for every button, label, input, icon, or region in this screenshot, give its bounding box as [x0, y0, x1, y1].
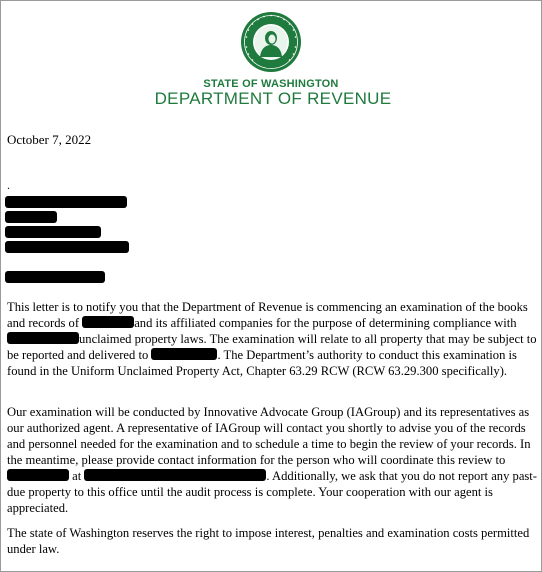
paragraph-notice-text-a: This letter is to notify you that the Department of Revenue is commencing an examination of the books and records of — [7, 300, 528, 330]
redacted-state-name — [7, 332, 79, 344]
washington-state-seal — [240, 11, 302, 73]
redacted-recipient-line-2 — [5, 211, 57, 223]
letterhead-department: DEPARTMENT OF REVENUE — [154, 89, 392, 108]
redacted-company-name — [82, 316, 134, 328]
redacted-salutation — [5, 271, 105, 283]
redacted-holder-state — [151, 348, 217, 360]
paragraph-examination-text-c: . Additionally, we ask that you do not report any past-due property to this office until the audit process is complete. Your cooperation with our agent is appreciated. — [7, 469, 538, 515]
redacted-recipient-line-4 — [5, 241, 129, 253]
redacted-contact-email — [84, 469, 266, 481]
paragraph-notice-text-b: and its affiliated companies for the purpose of determining compliance with — [134, 316, 517, 330]
paragraph-examination-text-b: at — [72, 469, 82, 483]
paragraph-notice — [7, 299, 537, 379]
letterhead-state: STATE OF WASHINGTON — [203, 78, 339, 90]
paragraph-examination-text-a: Our examination will be conducted by Innovative Advocate Group (IAGroup) and its representatives as our authorized agent. A representative of IAGroup will contact you shortly to advise you of the records and personnel needed for the examination and to schedule a time to begin the review of your records. In the meantime, please provide contact information for the person who will coordinate this review to — [7, 405, 531, 467]
letter-date: October 7, 2022 — [7, 132, 92, 147]
paragraph-notice-text-d: . The Department’s authority to conduct this examination is found in the Uniform Unclaimed Property Act, Chapter 63.29 RCW (RCW 63.29.300 specifically). — [7, 348, 517, 378]
stray-mark: . — [7, 178, 10, 192]
paragraph-notice-text-c: unclaimed property laws. The examination will relate to all property that may be subject to be reported and delivered to — [7, 332, 537, 362]
redacted-recipient-line-1 — [5, 196, 127, 208]
paragraph-examination — [7, 404, 537, 516]
redacted-contact-name — [7, 469, 69, 481]
redacted-recipient-line-3 — [5, 226, 101, 238]
paragraph-penalties: The state of Washington reserves the right to impose interest, penalties and examination costs permitted under law. — [7, 526, 530, 556]
